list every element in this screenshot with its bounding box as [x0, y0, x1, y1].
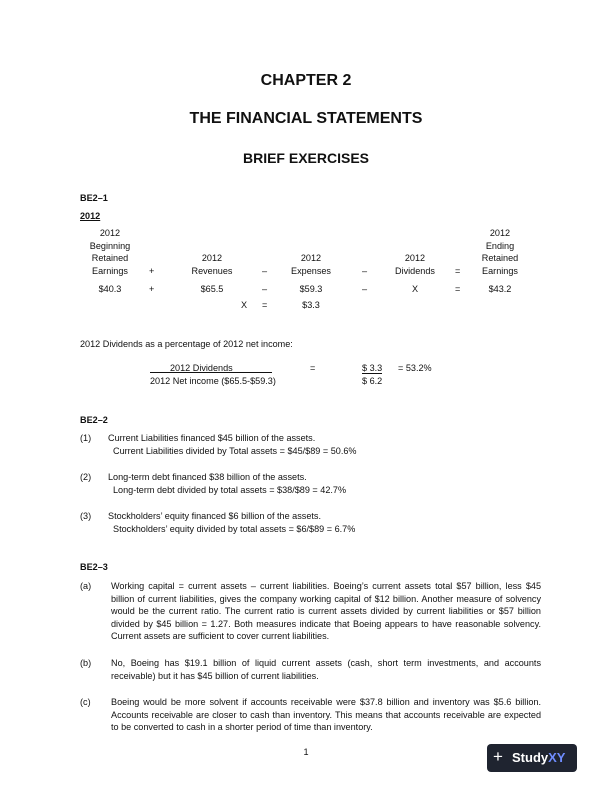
col-line: Earnings [92, 266, 128, 277]
col-line: 2012 [404, 253, 426, 263]
paragraph: No, Boeing has $19.1 billion of liquid current assets (cash, short term investments, and accounts receivable) but it has $45 billion of current liabilities. [111, 658, 541, 681]
col-line: Retained [91, 253, 129, 264]
ratio-numerator-label: 2012 Dividends [150, 362, 272, 373]
col-line: Revenues [191, 265, 233, 276]
item-number: (c) [80, 697, 91, 707]
col-ending-re [470, 227, 530, 278]
solution-var: X [241, 300, 248, 310]
dividends-intro: 2012 Dividends as a percentage of 2012 net income: [80, 339, 293, 349]
item-line: Current Liabilities financed $45 billion of the assets. [108, 433, 316, 443]
item-line: Current Liabilities divided by Total assets = $45/$89 = 50.6% [113, 446, 357, 456]
be2-1-label: BE2–1 [80, 193, 108, 203]
page-title: THE FINANCIAL STATEMENTS [189, 110, 423, 127]
ratio-numerator-value: $ 3.3 [362, 363, 383, 373]
solution-eq: = [262, 300, 268, 310]
be2-2-label: BE2–2 [80, 415, 108, 425]
op-plus: + [149, 284, 155, 294]
val-expenses: $59.3 [299, 284, 323, 294]
op-equals: = [455, 284, 461, 294]
col-line: 2012 [300, 253, 322, 263]
be2-1-year: 2012 [80, 211, 101, 221]
logo-suffix: XY [548, 750, 566, 765]
item-number: (3) [80, 511, 92, 521]
logo-prefix: Study [512, 750, 549, 765]
ratio-denominator-label: 2012 Net income ($65.5-$59.3) [150, 376, 276, 386]
op-minus: – [362, 284, 368, 294]
op-minus: – [362, 266, 368, 276]
val-dividends: X [411, 284, 419, 294]
col-beginning-re [80, 227, 140, 278]
ratio-equals: = [310, 363, 316, 373]
paragraph: Working capital = current assets – current liabilities. Boeing’s current assets total $57 billion, less $45 billion of current liabilities, gives the company working capital of $12 billion. Another measure of solvency would be the current ratio. The current ratio is current assets divided by current liabilities or $57 billion divided by $45 billion = 1.27. Both measures indicate that Boeing appears to have reasonable solvency. Current assets are sufficient to cover current liabilities. [111, 581, 541, 642]
op-minus: – [262, 266, 268, 276]
val-revenues: $65.5 [200, 284, 224, 294]
solution-value: $3.3 [302, 300, 320, 310]
ratio-result: = 53.2% [398, 363, 432, 373]
col-line: Expenses [291, 265, 331, 276]
item-number: (2) [80, 472, 92, 482]
op-minus: – [262, 284, 268, 294]
item-number: (b) [80, 658, 92, 668]
col-line: 2012 [489, 228, 511, 238]
item-line: Long-term debt financed $38 billion of the assets. [108, 472, 307, 482]
col-revenues [182, 252, 242, 277]
be2-3-label: BE2–3 [80, 562, 108, 572]
paragraph: Boeing would be more solvent if accounts receivable were $37.8 billion and inventory was $5.6 billion. Accounts receivable are closer to cash than inventory. This means that accounts receivable are expected to be converted to cash in a shorter period of time than inventory. [111, 697, 541, 733]
col-line: Retained [481, 253, 519, 264]
col-line: 2012 [201, 253, 223, 263]
item-number: (1) [80, 433, 92, 443]
col-line: Ending [485, 240, 515, 251]
col-line: Dividends [395, 265, 435, 276]
page-number: 1 [303, 747, 309, 757]
col-line: 2012 [99, 228, 121, 238]
studyxy-logo [487, 744, 577, 772]
item-number: (a) [80, 581, 92, 591]
val-ending-re: $43.2 [488, 284, 512, 294]
section-heading: BRIEF EXERCISES [242, 150, 370, 166]
col-expenses [281, 252, 341, 277]
col-line: Earnings [482, 266, 518, 277]
op-plus: + [149, 266, 155, 276]
val-beginning-re: $40.3 [98, 284, 122, 294]
item-line: Stockholders’ equity financed $6 billion of the assets. [108, 511, 321, 521]
plus-icon: + [493, 747, 503, 766]
col-line: Beginning [89, 240, 131, 251]
op-equals: = [455, 266, 461, 276]
chapter-heading: CHAPTER 2 [260, 72, 352, 89]
item-line: Long-term debt divided by total assets = $38/$89 = 42.7% [113, 485, 347, 495]
item-line: Stockholders’ equity divided by total assets = $6/$89 = 6.7% [113, 524, 356, 534]
col-dividends [385, 252, 445, 277]
ratio-denominator-value: $ 6.2 [362, 376, 383, 386]
